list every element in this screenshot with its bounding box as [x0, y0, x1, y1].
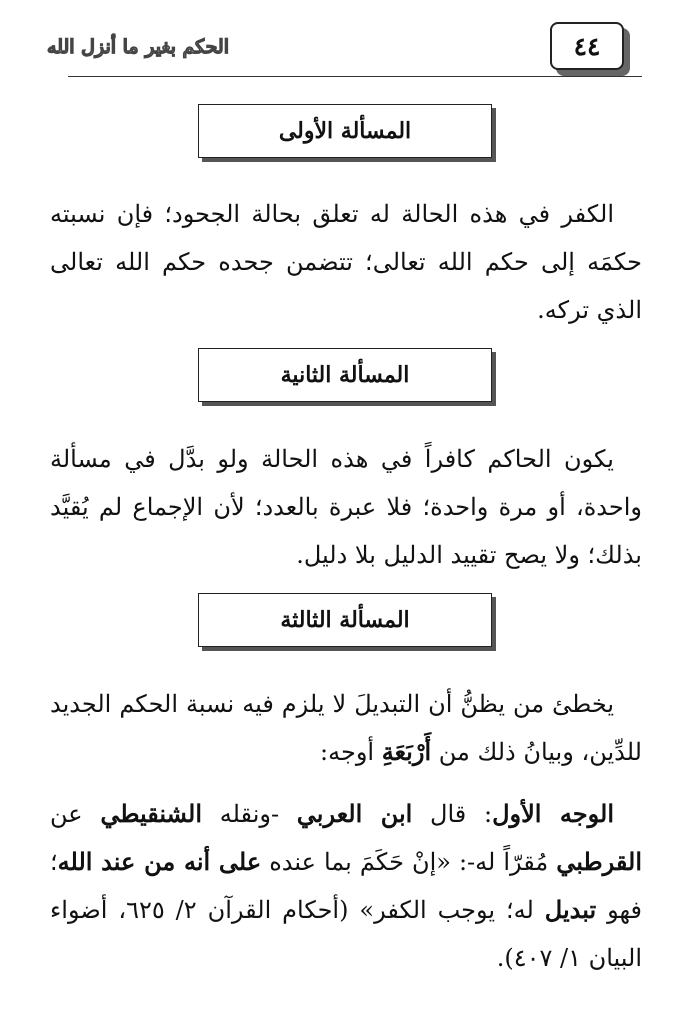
fa-t4: مُقرّاً له-: «إنْ حَكَمَ بما عنده	[261, 848, 557, 876]
section-heading-1: المسألة الأولى	[198, 104, 492, 158]
section-heading-3: المسألة الثالثة	[198, 593, 492, 647]
fa-b3: القرطبي	[556, 847, 643, 876]
fa-t6: له؛ يوجب الكفر» (أحكام القرآن ٢/ ٦٢٥، أضواء البيان ١/ ٤٠٧).	[50, 896, 642, 972]
section-3-text-before: يخطئ من يظنُّ أن التبديلَ لا يلزم فيه نسبة الحكم الجديد للدِّين، وبيانُ ذلك من	[50, 690, 642, 766]
first-aspect-label: الوجه الأول	[492, 799, 614, 828]
section-3-paragraph	[50, 680, 642, 776]
fa-t3: عن	[50, 800, 101, 828]
fa-b4: على أنه من عند الله	[57, 847, 262, 876]
fa-b1: ابن العربي	[296, 799, 413, 828]
section-2-paragraph	[50, 435, 642, 579]
section-1-paragraph	[50, 190, 642, 334]
fa-t2: -ونقله	[202, 800, 297, 828]
fa-b2: الشنقيطي	[100, 799, 203, 828]
page-number: ٤٤	[550, 22, 624, 70]
fa-t5: ؛ فهو	[50, 848, 643, 924]
first-aspect-paragraph	[50, 790, 642, 982]
section-1-text: الكفر في هذه الحالة له تعلق بحالة الجحود؛ فإن نسبته حكمَه إلى حكم الله تعالى؛ تتضمن جحده حكم الله تعالى الذي تركه.	[50, 200, 642, 324]
section-3-bold-word: أَرْبَعَةِ	[381, 737, 432, 766]
section-2-text: يكون الحاكم كافراً في هذه الحالة ولو بدَّل في مسألة واحدة، أو مرة واحدة؛ فلا عبرة بالعدد؛ لأن الإجماع لم يُقيَّد بذلك؛ ولا يصح تقييد الدليل بلا دليل.	[50, 445, 642, 569]
header-divider	[68, 76, 642, 77]
section-3-text-after: أوجه:	[320, 738, 382, 766]
fa-b5: تبديل	[544, 895, 597, 924]
fa-t1: : قال	[412, 800, 493, 828]
section-heading-2: المسألة الثانية	[198, 348, 492, 402]
book-title-logo	[47, 28, 229, 66]
book-title-text: الحكم بغير ما أنزل الله	[47, 36, 229, 58]
